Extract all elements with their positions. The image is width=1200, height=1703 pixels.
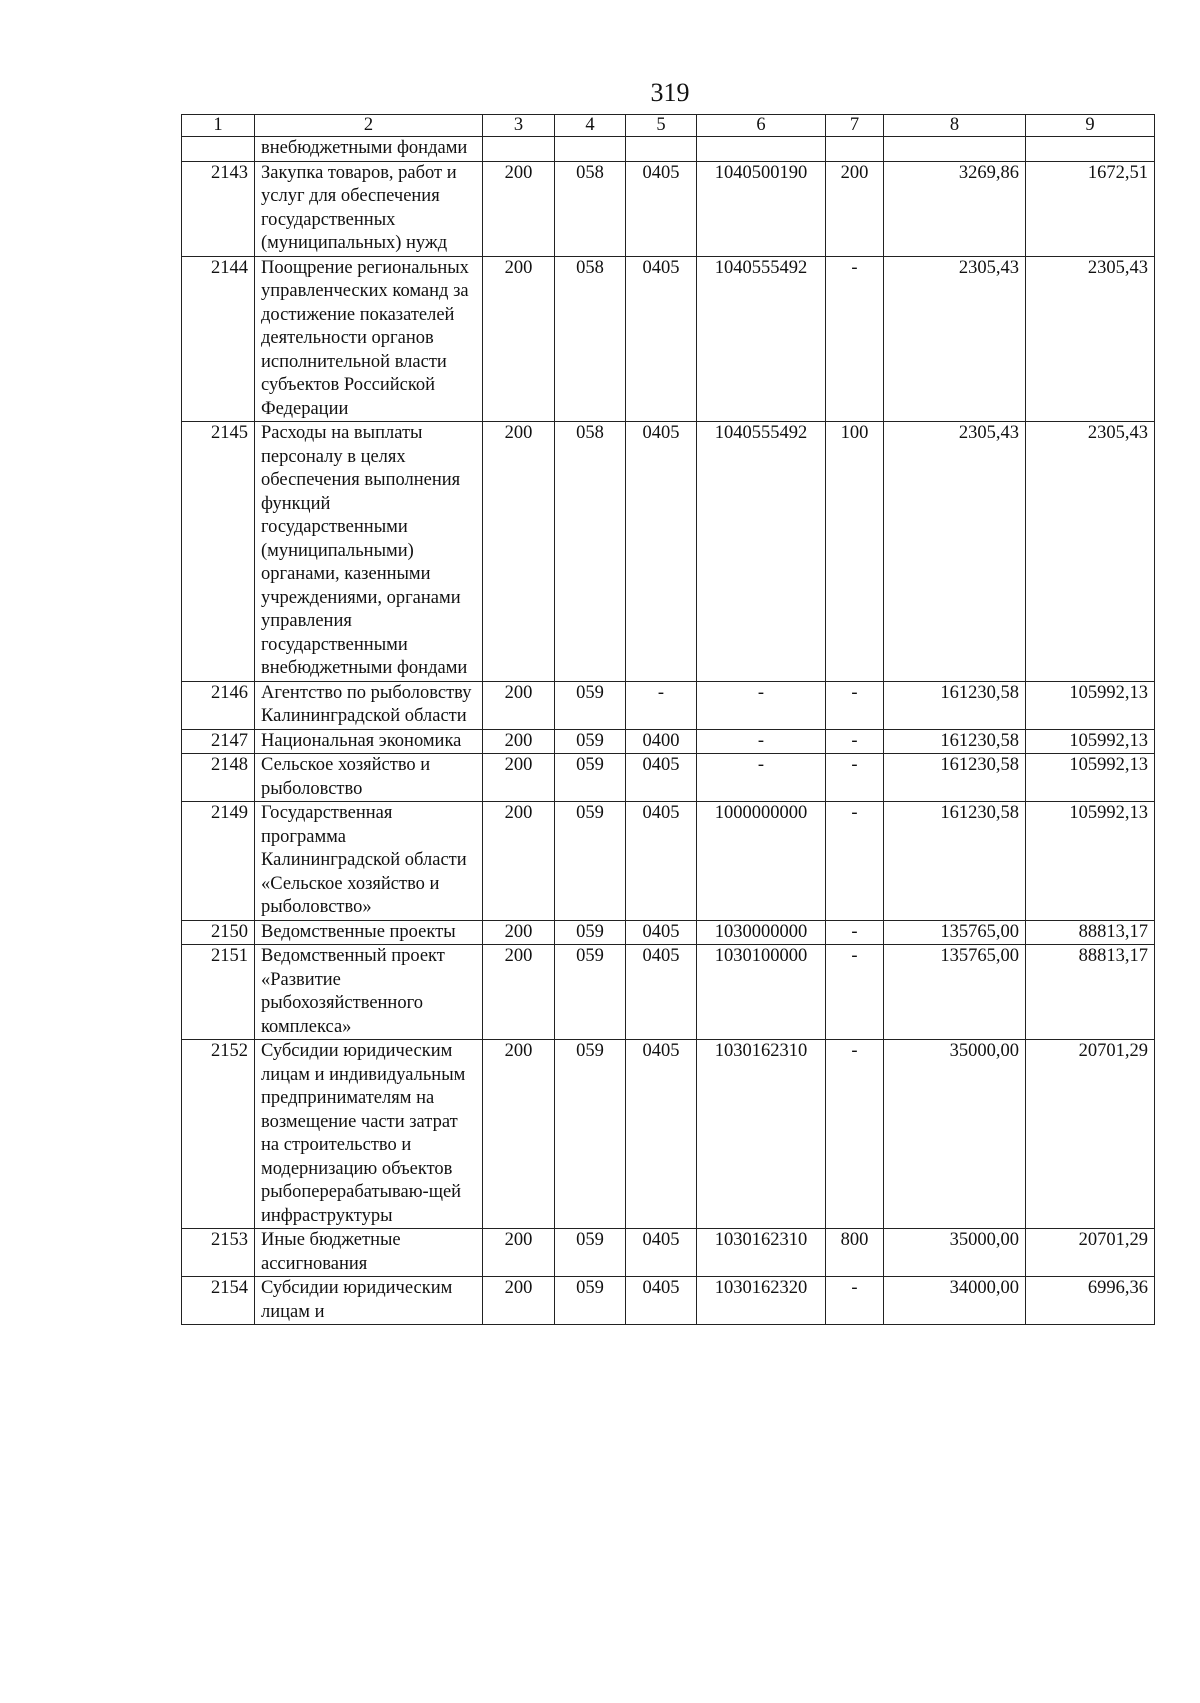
column-header: 8 xyxy=(884,115,1026,137)
column-6-code: 1040500190 xyxy=(697,161,826,256)
column-9-amount: 20701,29 xyxy=(1026,1229,1155,1277)
budget-table xyxy=(181,114,1155,1325)
column-9-amount: 105992,13 xyxy=(1026,754,1155,802)
column-5-code: 0405 xyxy=(626,1277,697,1325)
column-header: 2 xyxy=(255,115,483,137)
row-number: 2146 xyxy=(182,681,255,729)
row-name: Расходы на выплаты персоналу в целях обеспечения выполнения функций государственными (муниципальными) органами, казенными учреждениями, органами управления государственными внебюджетными фондами xyxy=(255,422,483,682)
column-5-code: 0405 xyxy=(626,802,697,921)
column-5-code: 0405 xyxy=(626,945,697,1040)
table-row xyxy=(182,137,1155,162)
column-5-code: 0400 xyxy=(626,729,697,754)
table-row xyxy=(182,945,1155,1040)
column-3-code: 200 xyxy=(483,161,555,256)
column-8-amount: 3269,86 xyxy=(884,161,1026,256)
row-name: Агентство по рыболовству Калининградской области xyxy=(255,681,483,729)
row-name: Национальная экономика xyxy=(255,729,483,754)
column-5-code: 0405 xyxy=(626,1040,697,1229)
row-number: 2144 xyxy=(182,256,255,422)
row-name: Сельское хозяйство и рыболовство xyxy=(255,754,483,802)
column-4-code: 058 xyxy=(555,161,626,256)
column-4-code: 059 xyxy=(555,1277,626,1325)
column-8-amount xyxy=(884,137,1026,162)
column-6-code: 1030162310 xyxy=(697,1040,826,1229)
column-5-code: 0405 xyxy=(626,920,697,945)
column-8-amount: 35000,00 xyxy=(884,1040,1026,1229)
page-number: 319 xyxy=(650,78,690,107)
column-6-code: 1030000000 xyxy=(697,920,826,945)
header-row xyxy=(182,115,1155,137)
column-7-code: - xyxy=(826,256,884,422)
column-4-code: 059 xyxy=(555,920,626,945)
column-3-code: 200 xyxy=(483,754,555,802)
column-5-code: 0405 xyxy=(626,422,697,682)
column-6-code: 1030100000 xyxy=(697,945,826,1040)
column-9-amount: 105992,13 xyxy=(1026,802,1155,921)
column-7-code: 200 xyxy=(826,161,884,256)
column-3-code: 200 xyxy=(483,422,555,682)
row-name: Ведомственный проект «Развитие рыбохозяйственного комплекса» xyxy=(255,945,483,1040)
row-number: 2151 xyxy=(182,945,255,1040)
column-4-code: 059 xyxy=(555,1040,626,1229)
column-4-code: 058 xyxy=(555,256,626,422)
column-header: 6 xyxy=(697,115,826,137)
row-number: 2152 xyxy=(182,1040,255,1229)
row-name: Закупка товаров, работ и услуг для обеспечения государственных (муниципальных) нужд xyxy=(255,161,483,256)
column-7-code: - xyxy=(826,681,884,729)
column-8-amount: 135765,00 xyxy=(884,920,1026,945)
row-number: 2154 xyxy=(182,1277,255,1325)
table-row xyxy=(182,729,1155,754)
table-row xyxy=(182,256,1155,422)
column-9-amount: 20701,29 xyxy=(1026,1040,1155,1229)
column-8-amount: 161230,58 xyxy=(884,802,1026,921)
column-header: 1 xyxy=(182,115,255,137)
column-header: 7 xyxy=(826,115,884,137)
column-4-code: 059 xyxy=(555,802,626,921)
row-number xyxy=(182,137,255,162)
column-6-code: 1040555492 xyxy=(697,422,826,682)
row-number: 2147 xyxy=(182,729,255,754)
column-6-code: - xyxy=(697,681,826,729)
column-6-code: - xyxy=(697,729,826,754)
column-7-code: 100 xyxy=(826,422,884,682)
column-header: 9 xyxy=(1026,115,1155,137)
column-8-amount: 161230,58 xyxy=(884,729,1026,754)
column-3-code: 200 xyxy=(483,1040,555,1229)
table-row xyxy=(182,681,1155,729)
column-3-code: 200 xyxy=(483,729,555,754)
column-9-amount: 88813,17 xyxy=(1026,920,1155,945)
column-8-amount: 34000,00 xyxy=(884,1277,1026,1325)
column-3-code: 200 xyxy=(483,920,555,945)
column-7-code: - xyxy=(826,945,884,1040)
column-header: 4 xyxy=(555,115,626,137)
column-8-amount: 35000,00 xyxy=(884,1229,1026,1277)
column-3-code: 200 xyxy=(483,256,555,422)
column-6-code: - xyxy=(697,754,826,802)
row-name: Субсидии юридическим лицам и xyxy=(255,1277,483,1325)
table-row xyxy=(182,1229,1155,1277)
column-header: 3 xyxy=(483,115,555,137)
table-row xyxy=(182,802,1155,921)
column-3-code: 200 xyxy=(483,945,555,1040)
column-7-code: - xyxy=(826,1040,884,1229)
column-4-code: 058 xyxy=(555,422,626,682)
table-row xyxy=(182,1040,1155,1229)
column-8-amount: 161230,58 xyxy=(884,681,1026,729)
column-3-code: 200 xyxy=(483,681,555,729)
row-name: Государственная программа Калининградской области «Сельское хозяйство и рыболовство» xyxy=(255,802,483,921)
row-number: 2150 xyxy=(182,920,255,945)
column-7-code: - xyxy=(826,920,884,945)
table-row xyxy=(182,1277,1155,1325)
column-4-code xyxy=(555,137,626,162)
column-9-amount: 105992,13 xyxy=(1026,681,1155,729)
column-6-code xyxy=(697,137,826,162)
row-number: 2145 xyxy=(182,422,255,682)
column-5-code: 0405 xyxy=(626,256,697,422)
column-9-amount: 1672,51 xyxy=(1026,161,1155,256)
column-header: 5 xyxy=(626,115,697,137)
column-9-amount: 105992,13 xyxy=(1026,729,1155,754)
column-7-code: - xyxy=(826,754,884,802)
column-5-code xyxy=(626,137,697,162)
column-8-amount: 2305,43 xyxy=(884,422,1026,682)
column-7-code: 800 xyxy=(826,1229,884,1277)
row-number: 2153 xyxy=(182,1229,255,1277)
column-3-code: 200 xyxy=(483,1229,555,1277)
column-3-code: 200 xyxy=(483,802,555,921)
column-7-code: - xyxy=(826,802,884,921)
column-8-amount: 135765,00 xyxy=(884,945,1026,1040)
column-6-code: 1040555492 xyxy=(697,256,826,422)
column-4-code: 059 xyxy=(555,729,626,754)
column-8-amount: 2305,43 xyxy=(884,256,1026,422)
column-5-code: - xyxy=(626,681,697,729)
column-9-amount: 88813,17 xyxy=(1026,945,1155,1040)
column-9-amount: 6996,36 xyxy=(1026,1277,1155,1325)
column-7-code: - xyxy=(826,729,884,754)
column-5-code: 0405 xyxy=(626,1229,697,1277)
column-3-code xyxy=(483,137,555,162)
column-9-amount xyxy=(1026,137,1155,162)
table-row xyxy=(182,920,1155,945)
row-number: 2149 xyxy=(182,802,255,921)
column-9-amount: 2305,43 xyxy=(1026,256,1155,422)
row-name: Ведомственные проекты xyxy=(255,920,483,945)
table-row xyxy=(182,161,1155,256)
column-4-code: 059 xyxy=(555,1229,626,1277)
column-6-code: 1030162310 xyxy=(697,1229,826,1277)
column-4-code: 059 xyxy=(555,754,626,802)
row-number: 2148 xyxy=(182,754,255,802)
row-name: Субсидии юридическим лицам и индивидуальным предпринимателям на возмещение части затрат на строительство и модернизацию объектов рыбоперерабатываю-щей инфраструктуры xyxy=(255,1040,483,1229)
column-4-code: 059 xyxy=(555,681,626,729)
row-name: Поощрение региональных управленческих команд за достижение показателей деятельности органов исполнительной власти субъектов Российской Федерации xyxy=(255,256,483,422)
column-9-amount: 2305,43 xyxy=(1026,422,1155,682)
column-4-code: 059 xyxy=(555,945,626,1040)
column-7-code: - xyxy=(826,1277,884,1325)
column-7-code xyxy=(826,137,884,162)
column-5-code: 0405 xyxy=(626,161,697,256)
row-number: 2143 xyxy=(182,161,255,256)
column-5-code: 0405 xyxy=(626,754,697,802)
column-6-code: 1030162320 xyxy=(697,1277,826,1325)
row-name: внебюджетными фондами xyxy=(255,137,483,162)
row-name: Иные бюджетные ассигнования xyxy=(255,1229,483,1277)
column-6-code: 1000000000 xyxy=(697,802,826,921)
column-8-amount: 161230,58 xyxy=(884,754,1026,802)
table-row xyxy=(182,422,1155,682)
column-3-code: 200 xyxy=(483,1277,555,1325)
table-row xyxy=(182,754,1155,802)
